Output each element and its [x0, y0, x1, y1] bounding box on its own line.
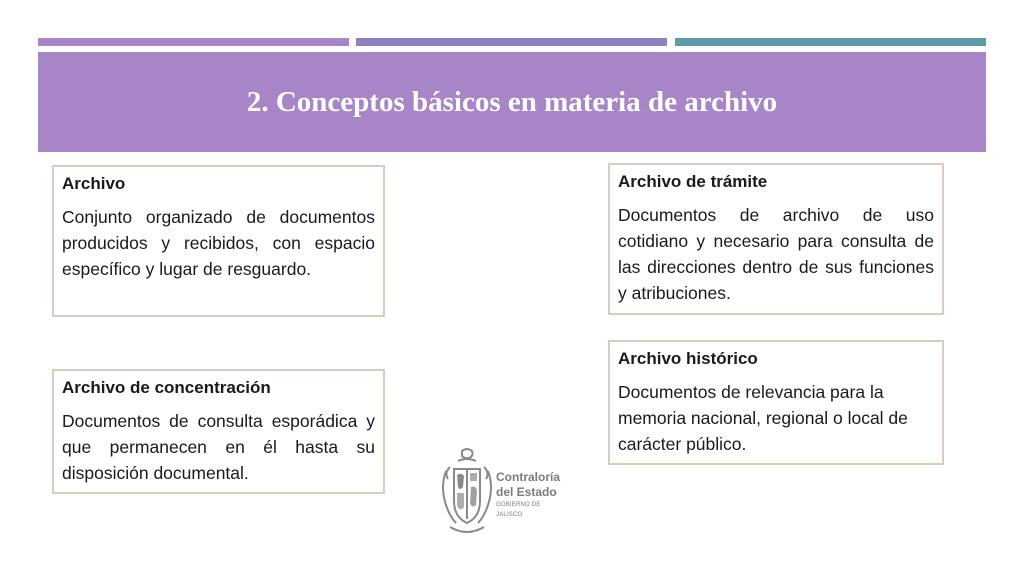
definition-card-historico	[608, 340, 944, 465]
top-stripe-left	[38, 38, 349, 46]
slide-title: 2. Conceptos básicos en materia de archivo	[246, 85, 778, 118]
definition-card-tramite	[608, 163, 944, 315]
card-body: Documentos de relevancia para la memoria nacional, regional o local de carácter público.	[618, 382, 908, 454]
card-title: Archivo de concentración	[62, 378, 271, 397]
definition-card-concentracion	[52, 369, 385, 494]
card-title: Archivo	[62, 174, 126, 193]
top-stripe-right	[675, 38, 986, 46]
card-body: Documentos de consulta esporádica y que permanecen en él hasta su disposición documental.	[62, 411, 375, 483]
logo-line-2: del Estado	[496, 485, 557, 499]
logo-line-3: GOBIERNO DE JALISCO	[496, 502, 541, 518]
card-title: Archivo histórico	[618, 349, 758, 368]
coat-of-arms-icon	[438, 447, 496, 539]
title-banner	[38, 52, 986, 152]
contraloria-logo	[438, 447, 563, 539]
definition-card-archivo	[52, 165, 385, 317]
card-body: Conjunto organizado de documentos producidos y recibidos, con espacio específico y lugar de resguardo.	[62, 207, 375, 279]
logo-line-1: Contraloría	[496, 470, 561, 484]
card-body: Documentos de archivo de uso cotidiano y necesario para consulta de las direcciones dentro de sus funciones y atribuciones.	[618, 205, 934, 303]
top-stripe-middle	[356, 38, 667, 46]
card-title: Archivo de trámite	[618, 172, 768, 191]
